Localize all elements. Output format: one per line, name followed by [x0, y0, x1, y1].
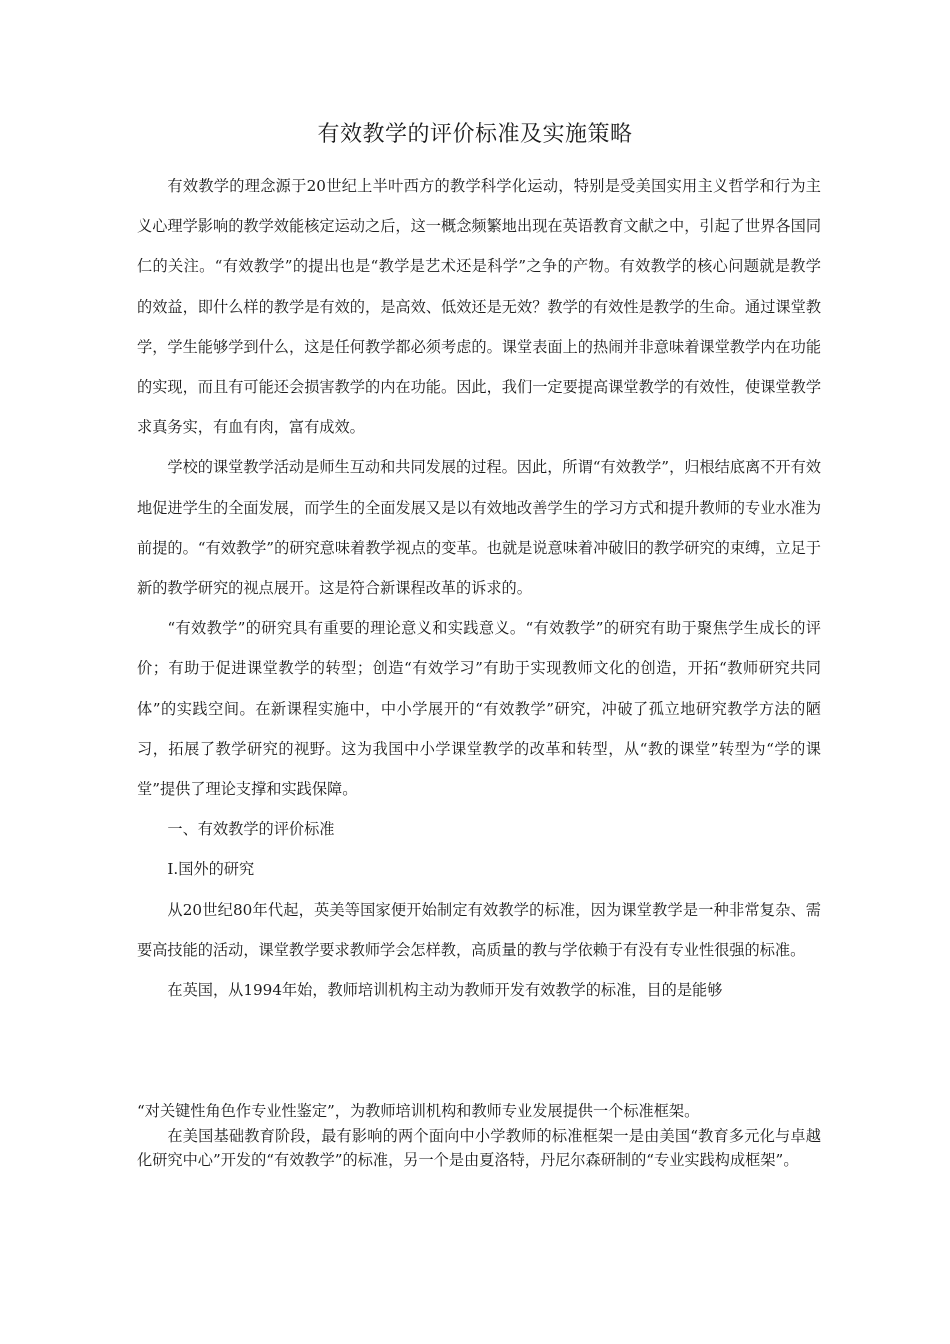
- paragraph-uk-continued: “对关键性角色作专业性鉴定”，为教师培训机构和教师专业发展提供一个标准框架。: [137, 1102, 700, 1120]
- subsection-heading: I.国外的研究: [167, 860, 255, 879]
- paragraph-uk: 在英国，从1994年始，教师培训机构主动为教师开发有效教学的标准，目的是能够: [167, 981, 723, 1000]
- paragraph-us: 在美国基础教育阶段，最有影响的两个面向中小学教师的标准框架一是由美国“教育多元化与卓越化研究中心”开发的“有效教学”的标准，另一个是由夏洛特，丹尼尔森研制的“专业实践构成框架”。: [137, 1126, 821, 1169]
- paragraph-intro: 有效教学的理念源于20世纪上半叶西方的教学科学化运动，特别是受美国实用主义哲学和行为主义心理学影响的教学效能核定运动之后，这一概念频繁地出现在英语教育文献之中，引起了世界各国同仁的关注。“有效教学”的提出也是“教学是艺术还是科学”之争的产物。有效教学的核心问题就是教学的效益，即什么样的教学是有效的，是高效、低效还是无效？教学的有效性是教学的生命。通过课堂教学，学生能够学到什么，这是任何教学都必须考虑的。课堂表面上的热闹并非意味着课堂教学内在功能的实现，而且有可能还会损害教学的内在功能。因此，我们一定要提高课堂教学的有效性，使课堂教学求真务实，有血有肉，富有成效。: [137, 177, 821, 437]
- document-title: 有效教学的评价标准及实施策略: [317, 122, 633, 147]
- document-body: [137, 166, 821, 1010]
- paragraph-research-significance: “有效教学”的研究具有重要的理论意义和实践意义。“有效教学”的研究有助于聚焦学生成长的评价；有助于促进课堂教学的转型；创造“有效学习”有助于实现教师文化的创造，开拓“教师研究共同体”的实践空间。在新课程实施中，中小学展开的“有效教学”研究，冲破了孤立地研究教学方法的陋习，拓展了教学研究的视野。这为我国中小学课堂教学的改革和转型，从“教的课堂”转型为“学的课堂”提供了理论支撑和实践保障。: [137, 619, 821, 799]
- paragraph-school-teaching: 学校的课堂教学活动是师生互动和共同发展的过程。因此，所谓“有效教学”，归根结底离不开有效地促进学生的全面发展，而学生的全面发展又是以有效地改善学生的学习方式和提升教师的专业水准为前提的。“有效教学”的研究意味着教学视点的变革。也就是说意味着冲破旧的教学研究的束缚，立足于新的教学研究的视点展开。这是符合新课程改革的诉求的。: [137, 458, 821, 598]
- paragraph-foreign-research: 从20世纪80年代起，英美等国家便开始制定有效教学的标准，因为课堂教学是一种非常复杂、需要高技能的活动，课堂教学要求教师学会怎样教，高质量的教与学依赖于有没有专业性很强的标准。: [137, 900, 821, 959]
- document-tail: [137, 1099, 821, 1173]
- section-heading: 一、有效教学的评价标准: [167, 820, 335, 839]
